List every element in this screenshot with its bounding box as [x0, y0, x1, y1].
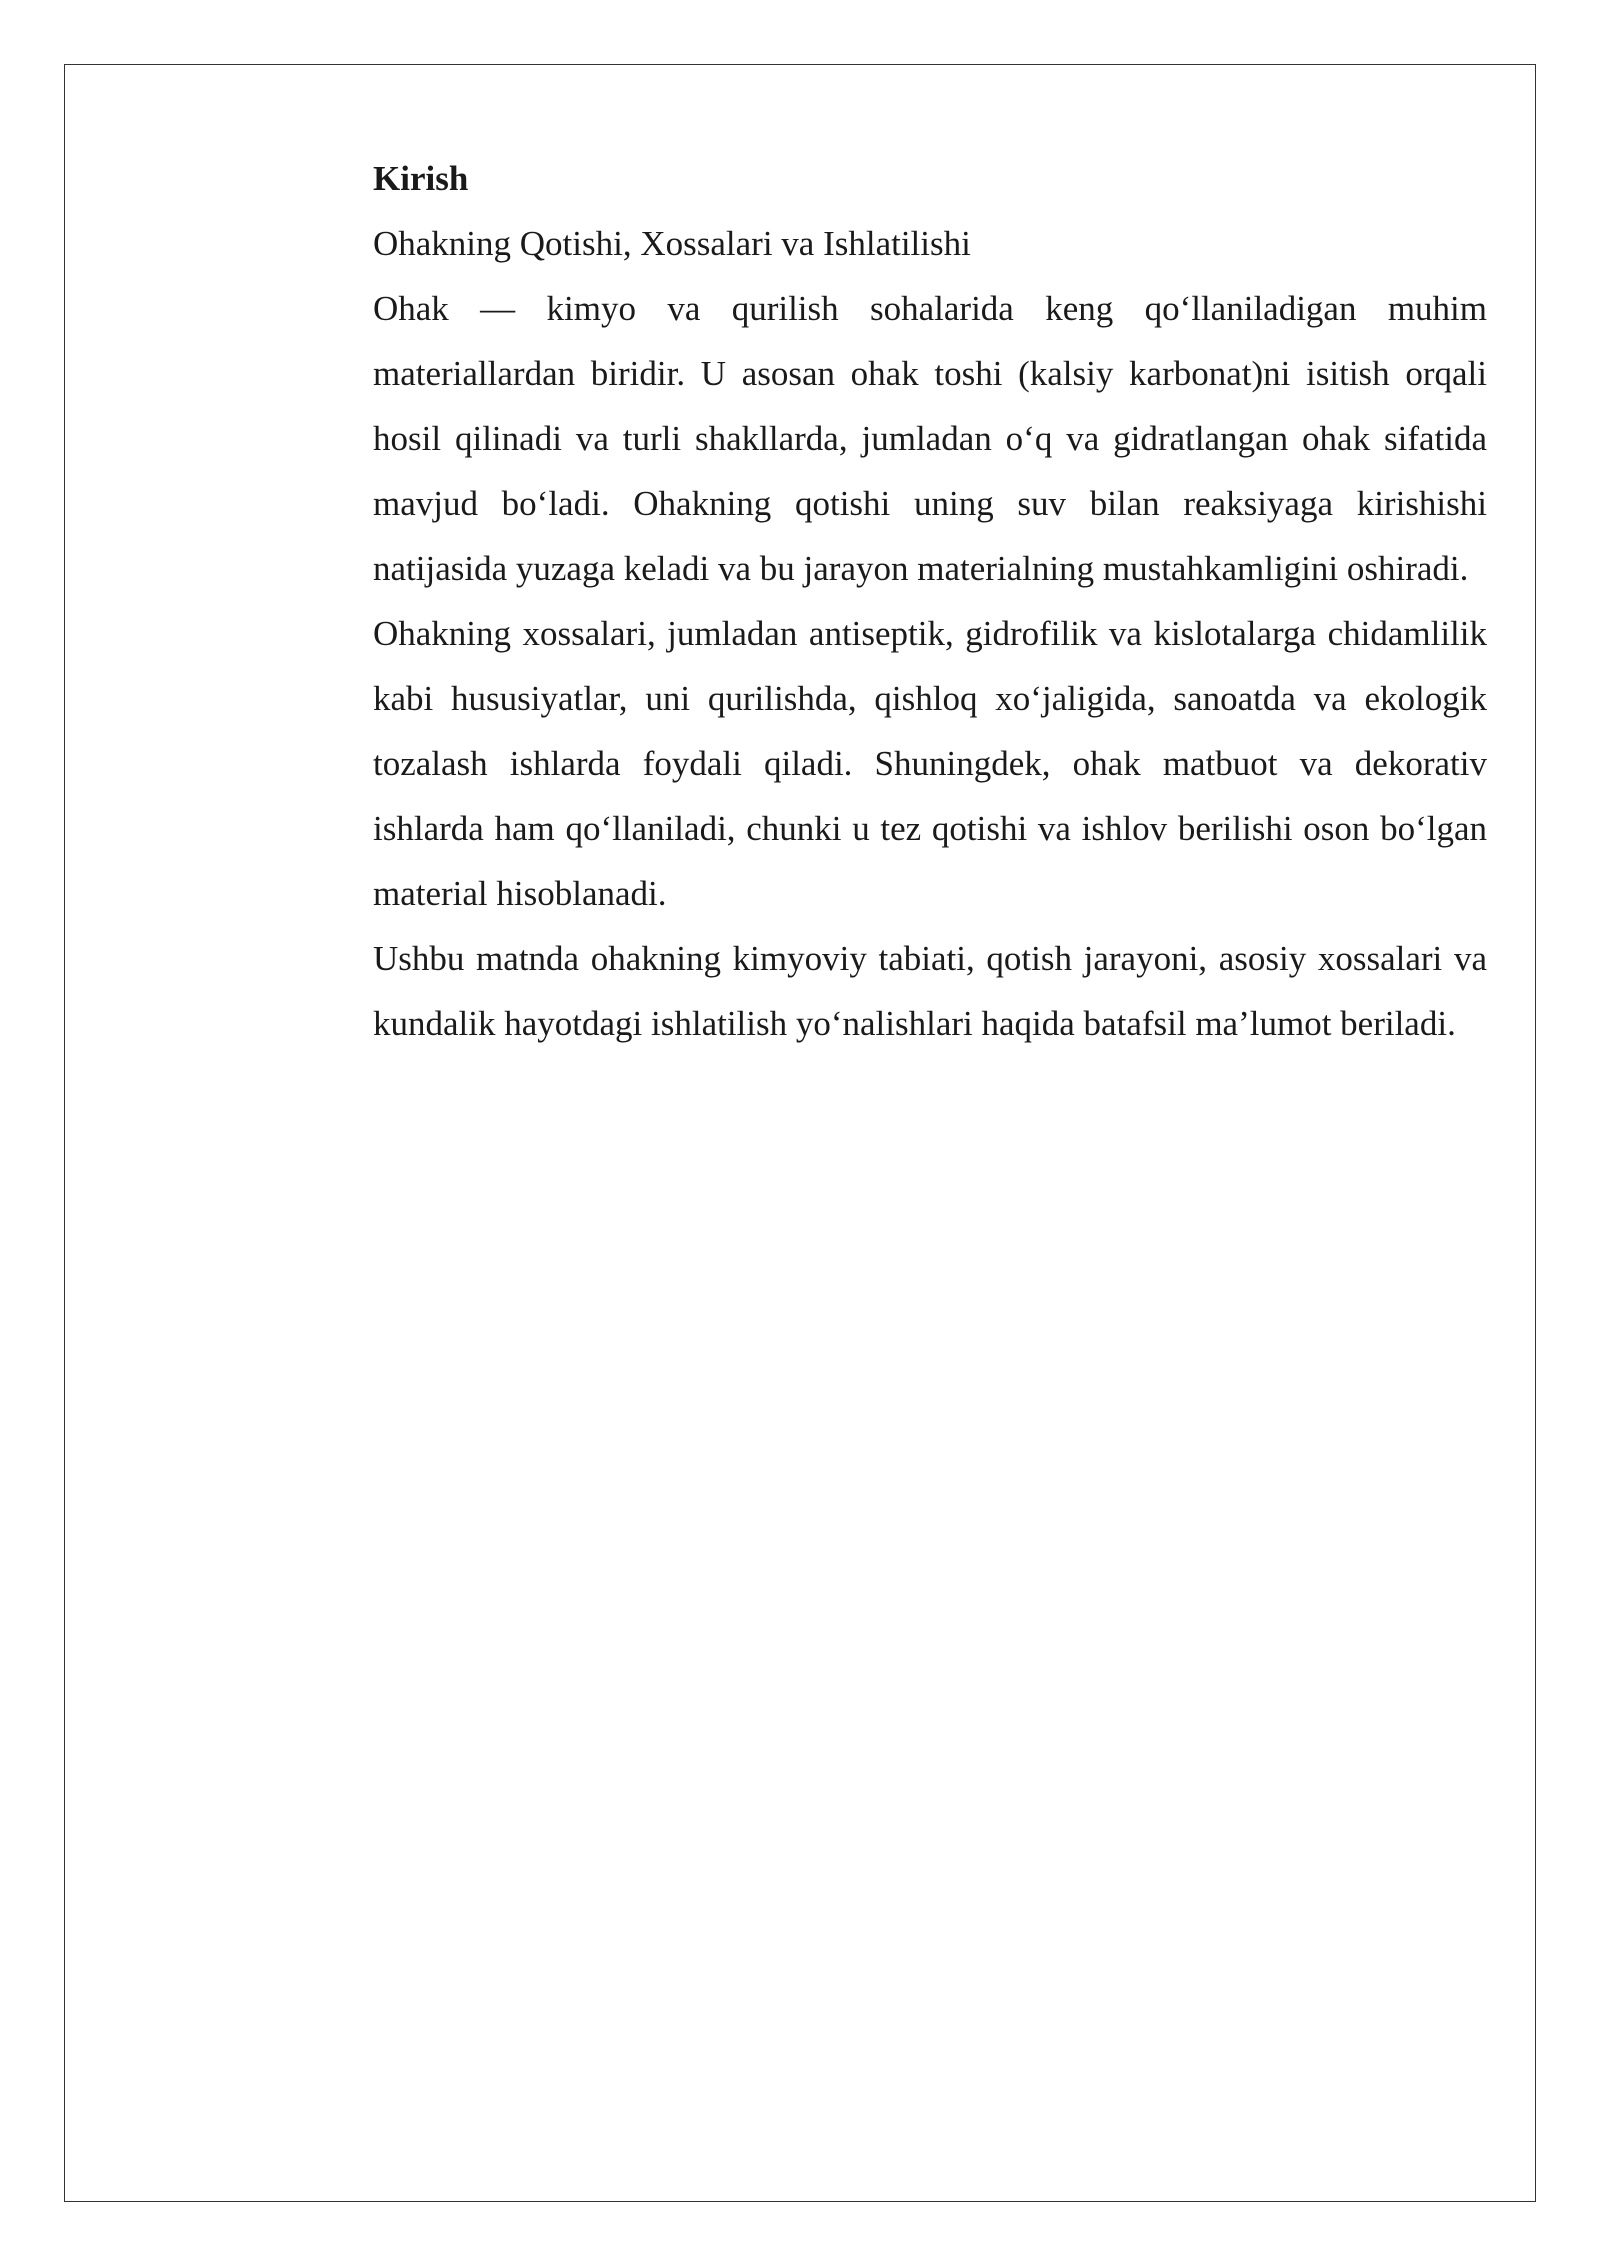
document-subtitle: Ohakning Qotishi, Xossalari va Ishlatilishi [373, 224, 971, 263]
paragraph-2: Ohakning xossalari, jumladan antiseptik, gidrofilik va kislotalarga chidamlilik kabi hususiyatlar, uni qurilishda, qishloq xo‘jaligida, sanoatda va ekologik tozalash ishlarda foydali qiladi. Shuningdek, ohak matbuot va dekorativ ishlarda ham qo‘llaniladi, chunki u tez qotishi va ishlov berilishi oson bo‘lgan material hisoblanadi. [373, 614, 1487, 913]
document-body [373, 146, 1487, 1056]
paragraph-1: Ohak — kimyo va qurilish sohalarida keng qo‘llaniladigan muhim materiallardan biridir. U asosan ohak toshi (kalsiy karbonat)ni isitish orqali hosil qilinadi va turli shakllarda, jumladan o‘q va gidratlangan ohak sifatida mavjud bo‘ladi. Ohakning qotishi uning suv bilan reaksiyaga kirishishi natijasida yuzaga keladi va bu jarayon materialning mustahkamligini oshiradi. [373, 289, 1487, 588]
section-heading: Kirish [373, 159, 469, 198]
paragraph-3: Ushbu matnda ohakning kimyoviy tabiati, qotish jarayoni, asosiy xossalari va kundalik hayotdagi ishlatilish yo‘nalishlari haqida batafsil ma’lumot beriladi. [373, 939, 1487, 1043]
